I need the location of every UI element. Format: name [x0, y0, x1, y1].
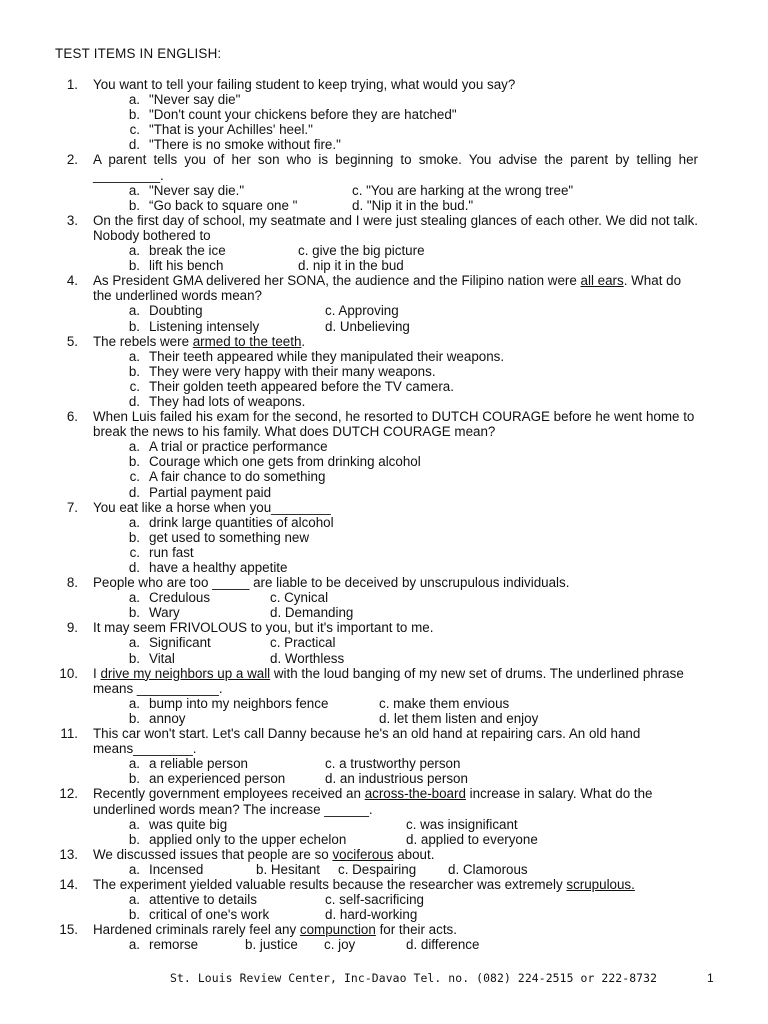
- question-text-segment: . What do the underlined words mean?: [93, 273, 682, 304]
- question-text: [93, 213, 698, 243]
- option-text: an experienced person: [149, 771, 286, 787]
- option-text: Courage which one gets from drinking alcohol: [149, 454, 421, 470]
- answer-option-row: [0, 937, 768, 952]
- question-item: [0, 500, 768, 575]
- option-letter: b.: [128, 605, 140, 621]
- question-number: 11.: [60, 726, 78, 742]
- option-letter: a.: [128, 937, 140, 953]
- question-text-segment: As President GMA delivered her SONA, the audience and the Filipino nation were: [93, 273, 581, 289]
- question-text-segment: about.: [393, 846, 435, 862]
- option-letter: b.: [128, 529, 140, 545]
- question-text-segment: Recently government employees received an: [93, 786, 365, 802]
- underlined-phrase: all ears: [580, 273, 624, 289]
- question-text-segment: Hardened criminals rarely feel any: [93, 922, 300, 938]
- option-text: c. give the big picture: [298, 243, 425, 259]
- option-text: d. an industrious person: [325, 771, 468, 787]
- option-letter: a.: [128, 243, 140, 259]
- question-number: 15.: [59, 922, 78, 938]
- answer-option-row: [0, 198, 768, 213]
- question-item: [0, 273, 768, 333]
- question-number: 10.: [59, 665, 78, 681]
- option-letter: b.: [128, 771, 140, 787]
- question-item: [0, 620, 768, 665]
- option-text: b. Hesitant: [256, 861, 321, 877]
- option-text: "Never say die": [149, 92, 241, 108]
- option-letter: b.: [128, 197, 140, 213]
- option-text: d. applied to everyone: [406, 831, 538, 847]
- question-item: [0, 213, 768, 273]
- answer-option-row: [0, 696, 768, 711]
- option-letter: a.: [128, 635, 140, 651]
- question-text-segment: I: [93, 665, 101, 681]
- option-text: applied only to the upper echelon: [149, 831, 347, 847]
- option-letter: c.: [129, 544, 140, 560]
- question-item: [0, 786, 768, 846]
- option-letter: a.: [128, 92, 140, 108]
- question-text-segment: A parent tells you of her son who is beginning to smoke. You advise the parent by telling her _________.: [93, 152, 698, 183]
- question-item: [0, 334, 768, 409]
- question-number: 14.: [59, 876, 78, 892]
- question-text-segment: It may seem FRIVOLOUS to you, but it's important to me.: [93, 620, 434, 636]
- option-text: annoy: [149, 710, 186, 726]
- answer-option-row: [0, 817, 768, 832]
- option-text: drink large quantities of alcohol: [149, 514, 334, 530]
- option-text: d. Clamorous: [448, 861, 528, 877]
- answer-option-row: [0, 303, 768, 318]
- option-text: Their golden teeth appeared before the TV camera.: [149, 378, 454, 394]
- option-text: Significant: [149, 635, 211, 651]
- question-text: [93, 77, 698, 92]
- answer-option-row: [0, 349, 768, 364]
- question-text: [93, 500, 698, 515]
- question-text: [93, 726, 698, 756]
- question-text-segment: with the loud banging of my new set of drums. The underlined phrase means ___________.: [93, 665, 684, 696]
- option-text: lift his bench: [149, 258, 224, 274]
- option-text: c. self-sacrificing: [325, 892, 424, 908]
- option-text: "That is your Achilles' heel.": [149, 122, 313, 138]
- option-text: attentive to details: [149, 892, 257, 908]
- answer-option-row: [0, 560, 768, 575]
- answer-option-row: [0, 515, 768, 530]
- option-text: Partial payment paid: [149, 484, 272, 500]
- question-item: [0, 666, 768, 726]
- option-letter: c.: [129, 378, 140, 394]
- option-letter: d.: [128, 560, 140, 575]
- option-letter: b.: [128, 258, 140, 274]
- page-title: TEST ITEMS IN ENGLISH:: [55, 46, 222, 61]
- question-text: [93, 152, 698, 182]
- option-text: "Never say die.": [149, 182, 245, 198]
- option-letter: c.: [129, 469, 140, 485]
- answer-option-row: [0, 137, 768, 152]
- answer-option-row: [0, 711, 768, 726]
- answer-option-row: [0, 651, 768, 666]
- question-text-segment: The experiment yielded valuable results because the researcher was extremely: [93, 876, 567, 892]
- answer-option-row: [0, 892, 768, 907]
- question-text: [93, 409, 698, 439]
- underlined-phrase: scrupulous.: [566, 876, 635, 892]
- answer-option-row: [0, 756, 768, 771]
- option-text: "There is no smoke without fire.": [149, 137, 341, 153]
- option-text: c. Despairing: [338, 861, 417, 877]
- question-text: [93, 922, 698, 937]
- answer-option-row: [0, 107, 768, 122]
- question-text: [93, 877, 698, 892]
- option-letter: a.: [128, 695, 140, 711]
- question-text-segment: for their acts.: [375, 922, 457, 938]
- option-letter: b.: [128, 363, 140, 379]
- option-text: d. "Nip it in the bud.": [352, 197, 474, 213]
- option-text: break the ice: [149, 243, 226, 259]
- option-text: c. make them envious: [379, 695, 510, 711]
- option-text: was quite big: [149, 816, 228, 832]
- option-text: bump into my neighbors fence: [149, 695, 329, 711]
- option-letter: d.: [128, 484, 140, 500]
- question-number: 3.: [66, 212, 78, 228]
- answer-option-row: [0, 183, 768, 198]
- option-text: c. Cynical: [270, 590, 329, 606]
- question-text-segment: People who are too _____ are liable to be deceived by unscrupulous individuals.: [93, 575, 570, 591]
- option-letter: d.: [128, 393, 140, 409]
- question-text: [93, 620, 698, 635]
- answer-option-row: [0, 832, 768, 847]
- option-text: remorse: [149, 937, 199, 953]
- option-text: d. difference: [406, 937, 480, 953]
- question-text-segment: We discussed issues that people are so: [93, 846, 333, 862]
- option-text: Credulous: [149, 590, 211, 606]
- option-text: c. was insignificant: [406, 816, 518, 832]
- question-item: [0, 409, 768, 500]
- question-text: [93, 786, 698, 816]
- option-text: Incensed: [149, 861, 204, 877]
- question-text: [93, 575, 698, 590]
- question-item: [0, 152, 768, 212]
- question-text-segment: On the first day of school, my seatmate and I were just stealing glances of each other. We did not talk. Nobody bothered to: [93, 212, 698, 243]
- option-letter: a.: [128, 348, 140, 364]
- option-text: c. Practical: [270, 635, 336, 651]
- answer-option-row: [0, 590, 768, 605]
- option-text: critical of one's work: [149, 907, 270, 923]
- answer-option-row: [0, 862, 768, 877]
- answer-option-row: [0, 394, 768, 409]
- option-letter: b.: [128, 650, 140, 666]
- answer-option-row: [0, 364, 768, 379]
- footer-text: St. Louis Review Center, Inc-Davao Tel. no. (082) 224-2515 or 222-8732: [170, 971, 658, 985]
- option-letter: a.: [128, 756, 140, 772]
- option-text: They were very happy with their many weapons.: [149, 363, 436, 379]
- option-text: have a healthy appetite: [149, 560, 288, 575]
- answer-option-row: [0, 469, 768, 484]
- question-text-segment: increase in salary. What do the underlined words mean? The increase ______.: [93, 786, 653, 817]
- option-text: c. joy: [324, 937, 356, 953]
- option-text: b. justice: [245, 937, 298, 953]
- option-text: “Go back to square one ": [149, 197, 298, 213]
- question-number: 8.: [66, 575, 78, 591]
- option-text: Listening intensely: [149, 318, 260, 334]
- page-number: 1: [707, 971, 714, 985]
- question-number: 2.: [66, 152, 78, 168]
- option-text: c. Approving: [325, 303, 399, 319]
- option-letter: b.: [128, 907, 140, 923]
- option-text: d. let them listen and enjoy: [379, 710, 539, 726]
- answer-option-row: [0, 771, 768, 786]
- answer-option-row: [0, 545, 768, 560]
- answer-option-row: [0, 439, 768, 454]
- option-letter: b.: [128, 318, 140, 334]
- option-letter: a.: [128, 182, 140, 198]
- option-text: d. hard-working: [325, 907, 418, 923]
- question-item: [0, 575, 768, 620]
- underlined-phrase: across-the-board: [364, 786, 466, 802]
- question-item: [0, 877, 768, 922]
- answer-option-row: [0, 530, 768, 545]
- question-number: 6.: [66, 409, 78, 425]
- question-text: [93, 334, 698, 349]
- option-text: A fair chance to do something: [149, 469, 326, 485]
- underlined-phrase: compunction: [299, 922, 376, 938]
- option-text: d. Unbelieving: [325, 318, 410, 334]
- answer-option-row: [0, 635, 768, 650]
- question-item: [0, 922, 768, 952]
- option-text: a reliable person: [149, 756, 249, 772]
- option-letter: a.: [128, 816, 140, 832]
- option-letter: a.: [128, 861, 140, 877]
- question-number: 5.: [66, 333, 78, 349]
- question-text: [93, 847, 698, 862]
- question-number: 4.: [66, 273, 78, 289]
- option-letter: a.: [128, 892, 140, 908]
- option-letter: b.: [128, 107, 140, 123]
- question-text-segment: You want to tell your failing student to keep trying, what would you say?: [93, 77, 516, 92]
- question-text-segment: When Luis failed his exam for the second, he resorted to DUTCH COURAGE before he went home to break the news to his family. What does DUTCH COURAGE mean?: [93, 409, 695, 440]
- answer-option-row: [0, 907, 768, 922]
- option-text: Their teeth appeared while they manipulated their weapons.: [149, 348, 505, 364]
- option-text: Vital: [149, 650, 175, 666]
- question-text-segment: This car won't start. Let's call Danny because he's an old hand at repairing cars. An old hand means________.: [93, 726, 641, 757]
- option-letter: a.: [128, 303, 140, 319]
- option-text: c. "You are harking at the wrong tree": [352, 182, 574, 198]
- question-number: 13.: [59, 846, 78, 862]
- option-text: Wary: [149, 605, 180, 621]
- option-text: They had lots of weapons.: [149, 393, 306, 409]
- question-text-segment: You eat like a horse when you________: [93, 499, 331, 515]
- option-text: Doubting: [149, 303, 203, 319]
- option-text: A trial or practice performance: [149, 439, 328, 455]
- question-text: [93, 666, 698, 696]
- question-text-segment: .: [301, 333, 306, 349]
- question-item: [0, 847, 768, 877]
- option-text: d. Demanding: [270, 605, 354, 621]
- option-letter: d.: [128, 137, 140, 153]
- question-item: [0, 77, 768, 152]
- question-number: 7.: [66, 499, 78, 515]
- option-text: get used to something new: [149, 529, 310, 545]
- question-number: 1.: [66, 77, 78, 92]
- answer-option-row: [0, 319, 768, 334]
- question-text-segment: The rebels were: [93, 333, 193, 349]
- option-letter: a.: [128, 514, 140, 530]
- option-letter: c.: [129, 122, 140, 138]
- question-list: [0, 77, 768, 952]
- option-letter: a.: [128, 439, 140, 455]
- answer-option-row: [0, 485, 768, 500]
- question-item: [0, 726, 768, 786]
- answer-option-row: [0, 454, 768, 469]
- option-letter: a.: [128, 590, 140, 606]
- answer-option-row: [0, 379, 768, 394]
- option-text: "Don't count your chickens before they are hatched": [149, 107, 457, 123]
- option-letter: b.: [128, 831, 140, 847]
- answer-option-row: [0, 605, 768, 620]
- answer-option-row: [0, 122, 768, 137]
- answer-option-row: [0, 92, 768, 107]
- underlined-phrase: armed to the teeth: [192, 333, 302, 349]
- option-text: d. nip it in the bud: [298, 258, 404, 274]
- question-number: 9.: [66, 620, 78, 636]
- option-text: d. Worthless: [270, 650, 345, 666]
- underlined-phrase: drive my neighbors up a wall: [100, 665, 271, 681]
- option-letter: b.: [128, 454, 140, 470]
- question-number: 12.: [59, 786, 78, 802]
- question-text: [93, 273, 698, 303]
- option-letter: b.: [128, 710, 140, 726]
- option-text: run fast: [149, 544, 194, 560]
- answer-option-row: [0, 258, 768, 273]
- underlined-phrase: vociferous: [332, 846, 394, 862]
- answer-option-row: [0, 243, 768, 258]
- option-text: c. a trustworthy person: [325, 756, 461, 772]
